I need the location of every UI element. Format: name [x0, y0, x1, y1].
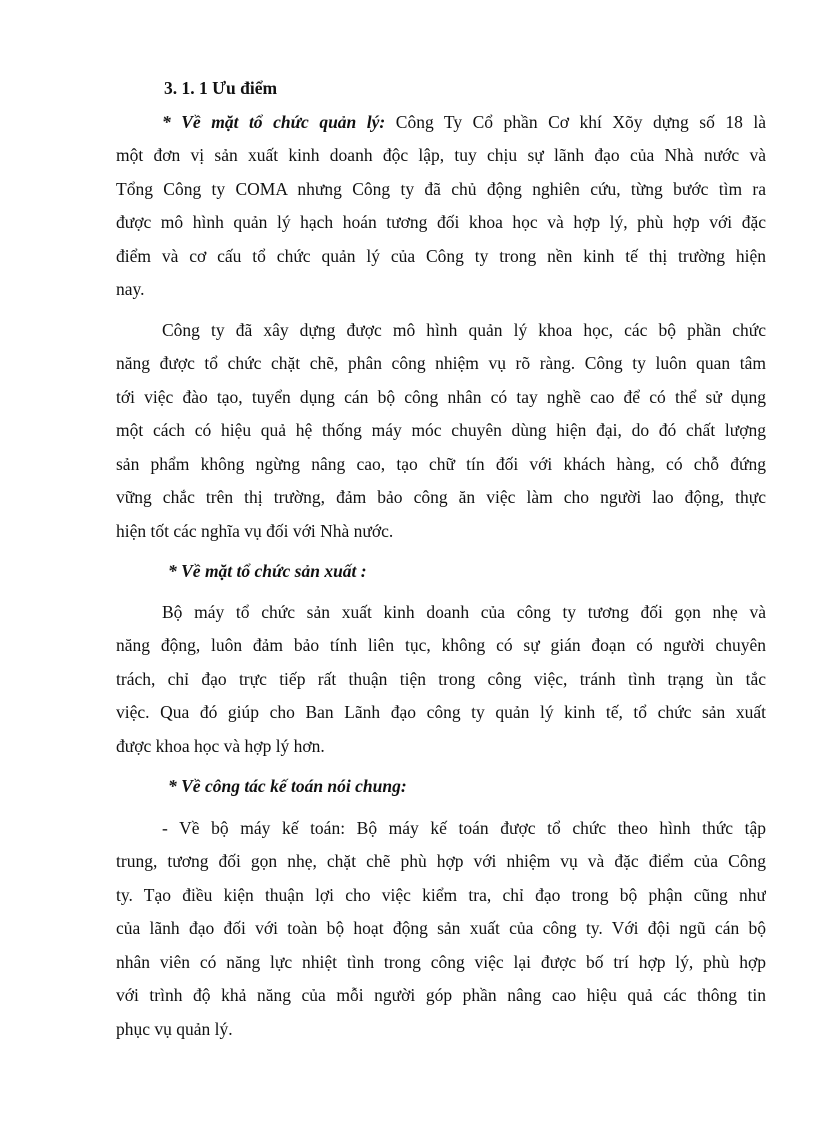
- paragraph-line: việc. Qua đó giúp cho Ban Lãnh đạo công ty quản lý kinh tế, tổ chức sản xuất: [116, 702, 766, 722]
- paragraph-line: Công ty đã xây dựng được mô hình quản lý khoa học, các bộ phần chức: [162, 319, 766, 340]
- management-first-line-text: Công Ty Cổ phần Cơ khí Xõy dựng số 18 là: [385, 111, 766, 132]
- document-page: [116, 72, 766, 1046]
- management-subheading: * Về mặt tổ chức quản lý:: [162, 111, 386, 132]
- paragraph-line: được khoa học và hợp lý hơn.: [116, 735, 325, 756]
- paragraph-line: điểm và cơ cấu tổ chức quản lý của Công ty trong nền kinh tế thị trường hiện: [116, 245, 766, 266]
- paragraph-line: sản phẩm không ngừng nâng cao, tạo chữ tín đối với khách hàng, có chỗ đứng: [116, 453, 766, 474]
- paragraph-line: được mô hình quản lý hạch hoán tương đối khoa học và hợp lý, phù hợp với đặc: [116, 212, 766, 232]
- paragraph-line: một cách có hiệu quả hệ thống máy móc chuyên dùng hiện đại, do đó chất lượng: [116, 420, 766, 440]
- paragraph-line: phục vụ quản lý.: [116, 1018, 233, 1039]
- section-heading: 3. 1. 1 Ưu điểm: [164, 78, 278, 98]
- paragraph-line: Bộ máy tổ chức sản xuất kinh doanh của công ty tương đối gọn nhẹ và: [162, 601, 766, 622]
- paragraph-line: năng được tổ chức chặt chẽ, phân công nhiệm vụ rõ ràng. Công ty luôn quan tâm: [116, 353, 766, 373]
- management-first-line: [116, 106, 766, 140]
- paragraph-line: nay.: [116, 279, 145, 299]
- production-subheading: * Về mặt tổ chức sản xuất :: [168, 561, 367, 581]
- paragraph-line: với trình độ khả năng của mỗi người góp phần nâng cao hiệu quả các thông tin: [116, 985, 766, 1005]
- paragraph-line: - Về bộ máy kế toán: Bộ máy kế toán được tổ chức theo hình thức tập: [162, 817, 766, 838]
- paragraph-line: tới việc đào tạo, tuyển dụng cán bộ công nhân có tay nghề cao để có thể sử dụng: [116, 386, 766, 407]
- paragraph-line: vững chắc trên thị trường, đảm bảo công ăn việc làm cho người lao động, thực: [116, 487, 766, 507]
- paragraph-line: năng động, luôn đảm bảo tính liên tục, không có sự gián đoạn có người chuyên: [116, 635, 766, 655]
- paragraph-line: ty. Tạo điều kiện thuận lợi cho việc kiểm tra, chỉ đạo trong bộ phận cũng như: [116, 884, 766, 905]
- paragraph-line: trung, tương đối gọn nhẹ, chặt chẽ phù hợp với nhiệm vụ và đặc điểm của Công: [116, 851, 766, 871]
- paragraph-line: trách, chỉ đạo trực tiếp rất thuận tiện trong công việc, tránh tình trạng ùn tắc: [116, 668, 766, 689]
- paragraph-line: của lãnh đạo đối với toàn bộ hoạt động sản xuất của công ty. Với đội ngũ cán bộ: [116, 918, 766, 938]
- paragraph-line: nhân viên có năng lực nhiệt tình trong công việc lại được bố trí hợp lý, phù hợp: [116, 951, 766, 972]
- paragraph-line: một đơn vị sản xuất kinh doanh độc lập, tuy chịu sự lãnh đạo của Nhà nước và: [116, 145, 766, 165]
- paragraph-line: hiện tốt các nghĩa vụ đối với Nhà nước.: [116, 520, 394, 541]
- accounting-subheading: * Về công tác kế toán nói chung:: [168, 776, 407, 796]
- paragraph-line: Tổng Công ty COMA nhưng Công ty đã chủ động nghiên cứu, từng bước tìm ra: [116, 178, 766, 199]
